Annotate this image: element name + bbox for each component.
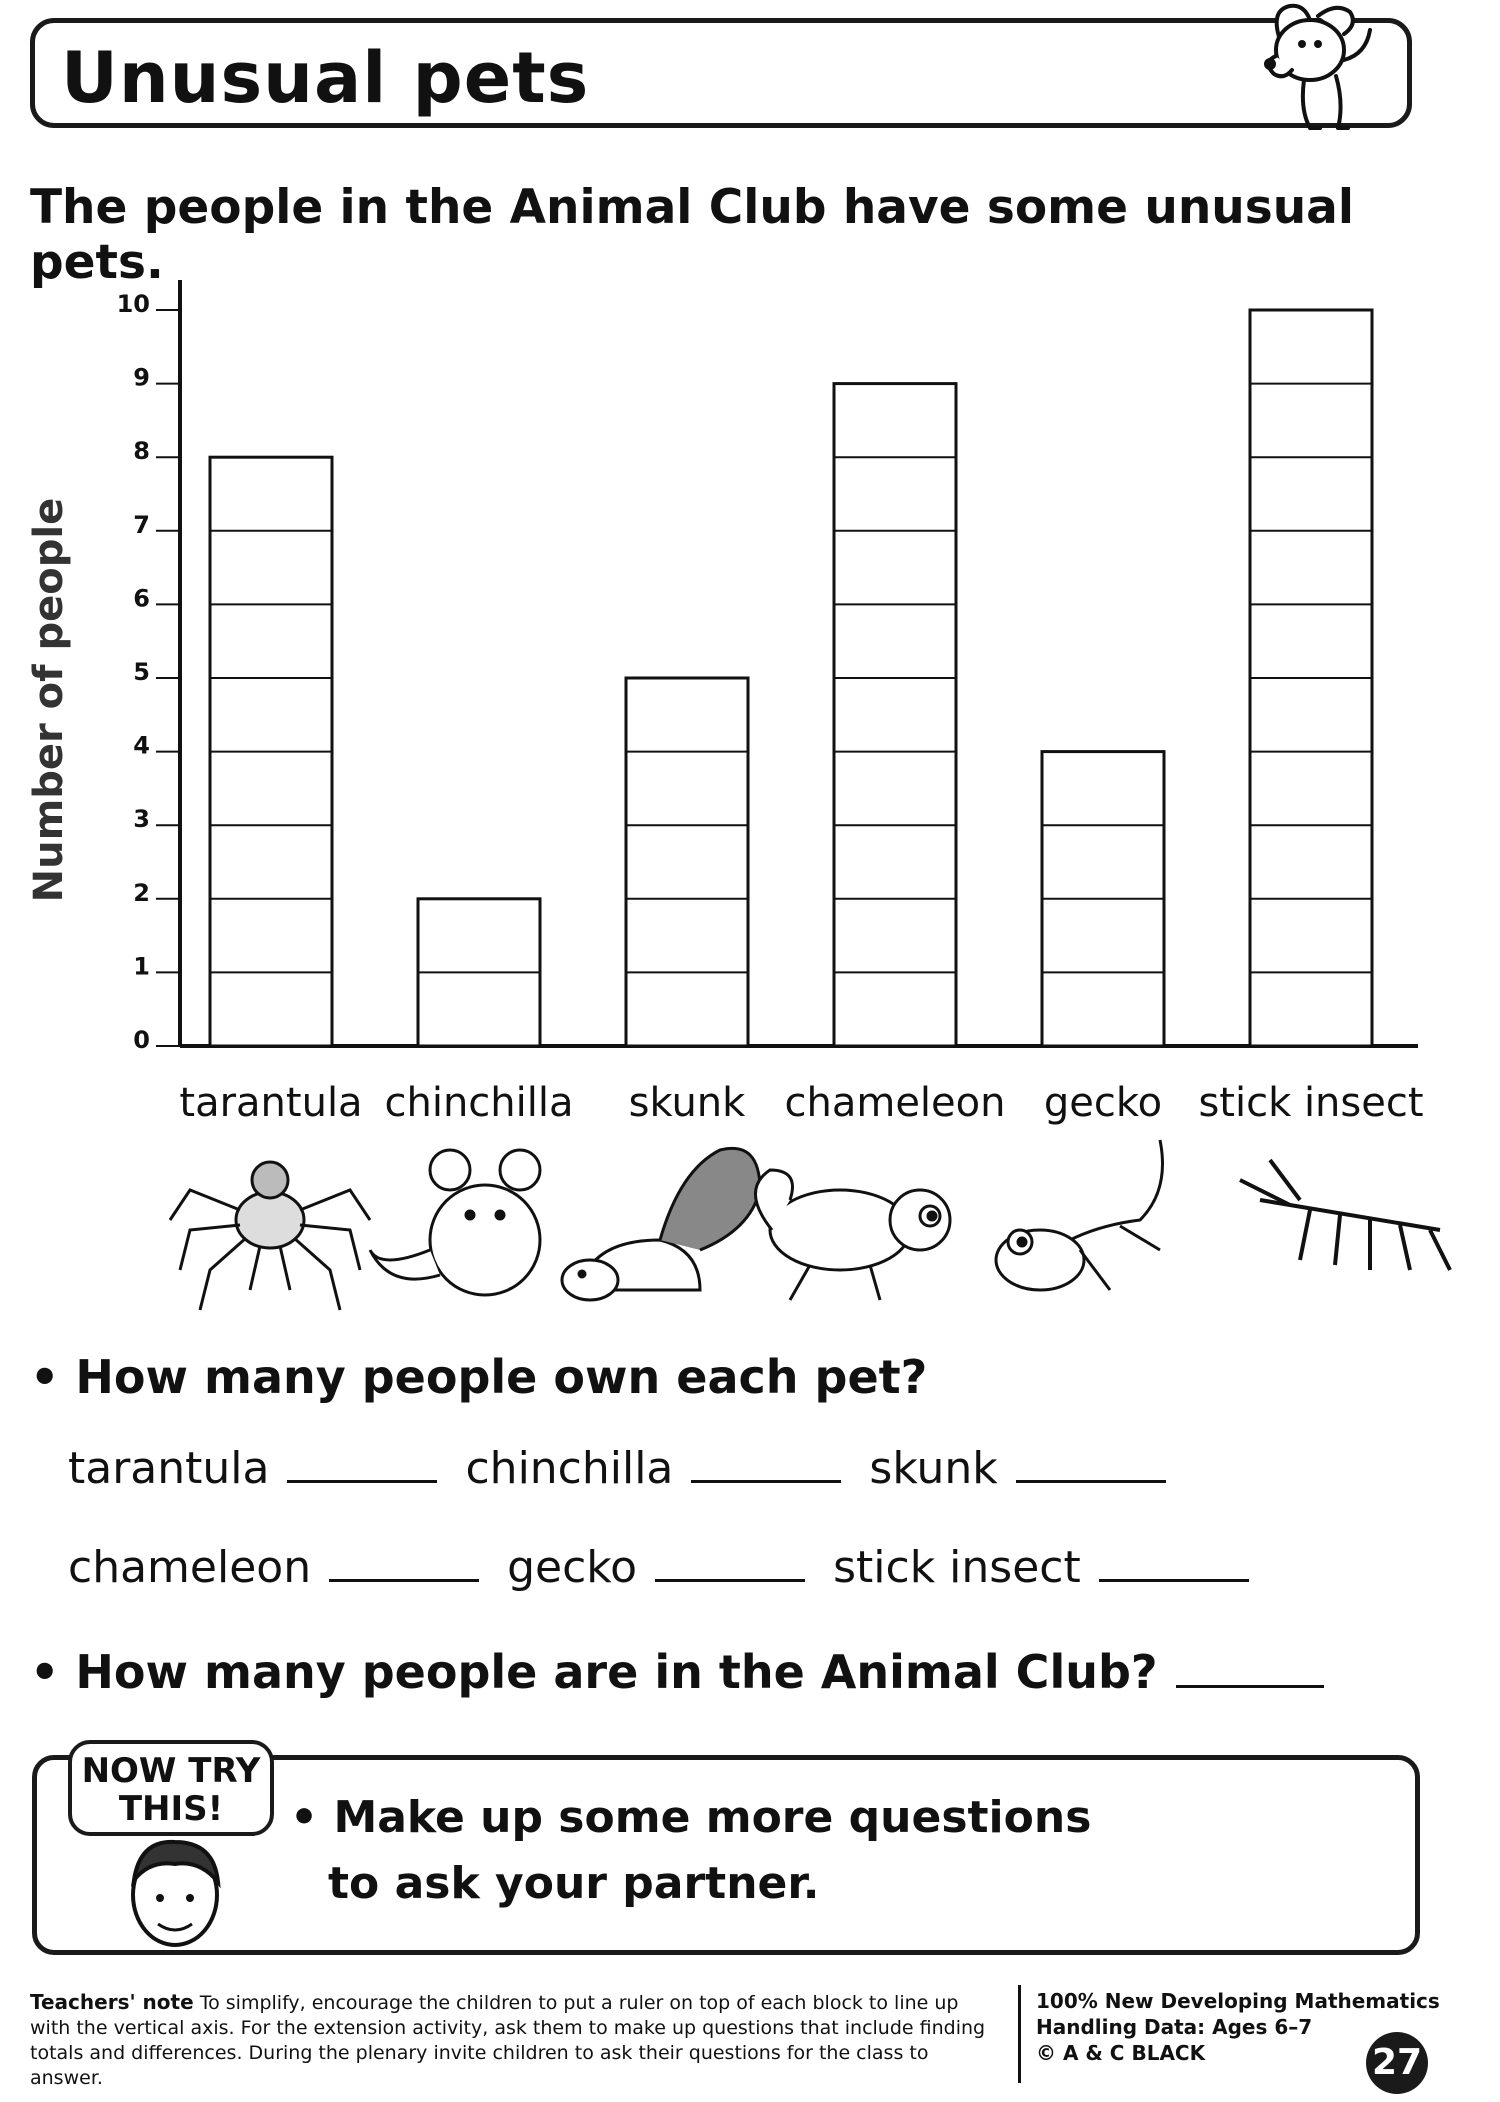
teachers-note-text: To simplify, encourage the children to put a ruler on top of each block to line up with the vertical axis. For the extension activity, ask them to make up questions that include finding totals and differences. During the plenary invite children to ask their questions for the class to answer. xyxy=(30,1992,986,2089)
y-axis-label: Number of people xyxy=(26,497,72,903)
x-tick-label: chinchilla xyxy=(384,1080,574,1126)
now-try-line-1: • Make up some more questions xyxy=(290,1792,1092,1843)
bar-chart xyxy=(0,270,1500,1130)
bubble-line-2: THIS! xyxy=(118,1789,224,1829)
y-tick-label: 0 xyxy=(133,1026,150,1054)
answer-label: tarantula xyxy=(68,1443,270,1494)
title-banner xyxy=(30,18,1412,128)
y-tick-label: 8 xyxy=(133,437,150,466)
stick-insect-icon xyxy=(1240,1160,1450,1270)
answer-label: chinchilla xyxy=(465,1443,674,1494)
answer-blank-chinchilla[interactable] xyxy=(691,1480,841,1483)
y-tick-label: 1 xyxy=(133,952,150,981)
intro-text: The people in the Animal Club have some unusual pets. xyxy=(30,180,1355,290)
now-try-line-2: to ask your partner. xyxy=(328,1858,820,1909)
dog-icon xyxy=(1240,0,1380,140)
question-1-text: How many people own each pet? xyxy=(75,1350,928,1404)
bar-chameleon xyxy=(834,384,956,1046)
now-try-line-1-text: Make up some more questions xyxy=(333,1792,1092,1843)
question-2: • How many people are in the Animal Club? xyxy=(30,1645,1324,1699)
answer-blank-stick-insect[interactable] xyxy=(1099,1579,1249,1582)
y-tick-label: 4 xyxy=(133,731,150,760)
animal-pictures xyxy=(160,1130,1460,1330)
publisher-line-2: Handling Data: Ages 6–7 xyxy=(1036,2015,1313,2039)
answer-label: stick insect xyxy=(833,1542,1081,1593)
tarantula-icon xyxy=(170,1162,370,1310)
answer-blank-chameleon[interactable] xyxy=(329,1579,479,1582)
x-tick-label: skunk xyxy=(628,1080,746,1126)
x-tick-label: tarantula xyxy=(179,1080,363,1126)
page-title: Unusual pets xyxy=(61,37,590,119)
y-tick-label: 6 xyxy=(133,584,150,613)
footer-divider xyxy=(1018,1985,1021,2083)
answer-label: chameleon xyxy=(68,1542,312,1593)
gecko-icon xyxy=(996,1140,1163,1290)
teachers-note xyxy=(30,1990,990,2091)
publisher-line-1: 100% New Developing Mathematics xyxy=(1036,1989,1440,2013)
now-try-text xyxy=(290,1785,1091,1917)
chameleon-icon xyxy=(755,1170,950,1300)
question-2-text: How many people are in the Animal Club? xyxy=(75,1645,1158,1699)
answer-blank-skunk[interactable] xyxy=(1016,1480,1166,1483)
answer-blank-tarantula[interactable] xyxy=(287,1480,437,1483)
y-tick-label: 5 xyxy=(133,658,150,686)
x-tick-label: gecko xyxy=(1043,1080,1163,1126)
bar-skunk xyxy=(626,678,748,1046)
answer-row-1 xyxy=(68,1443,1180,1494)
y-tick-label: 10 xyxy=(116,290,150,318)
boy-icon xyxy=(110,1820,240,1970)
teachers-note-label: Teachers' note xyxy=(30,1990,194,2014)
answer-blank-gecko[interactable] xyxy=(655,1579,805,1582)
y-tick-label: 7 xyxy=(133,510,150,539)
x-tick-label: chameleon xyxy=(784,1080,1006,1126)
publisher-line-3: © A & C BLACK xyxy=(1036,2041,1206,2065)
y-tick-label: 9 xyxy=(133,363,150,392)
y-tick-label: 2 xyxy=(133,878,150,907)
question-1: • How many people own each pet? xyxy=(30,1350,928,1404)
skunk-icon xyxy=(562,1148,760,1300)
answer-label: skunk xyxy=(869,1443,998,1494)
bubble-line-1: NOW TRY xyxy=(81,1751,261,1791)
answer-blank-total[interactable] xyxy=(1176,1685,1324,1688)
answer-row-2 xyxy=(68,1542,1263,1593)
y-tick-label: 3 xyxy=(133,805,150,834)
x-tick-label: stick insect xyxy=(1198,1080,1424,1126)
answer-label: gecko xyxy=(507,1542,638,1593)
chinchilla-icon xyxy=(370,1150,540,1295)
page-number: 27 xyxy=(1366,2032,1428,2094)
